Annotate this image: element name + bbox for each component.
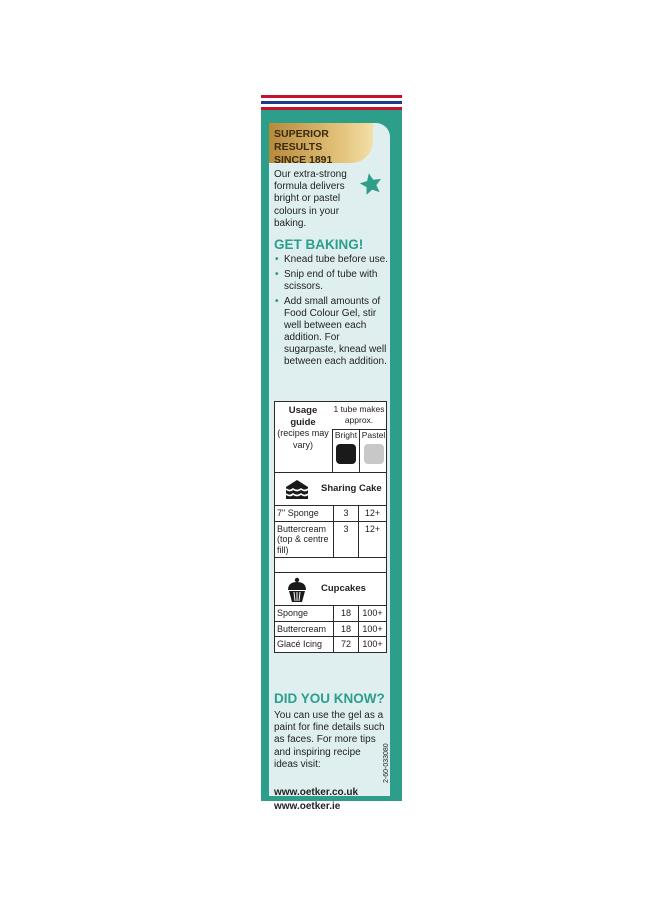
url-ie: www.oetker.ie bbox=[274, 801, 341, 812]
list-item: • Add small amounts of Food Colour Gel, stir well between each addition. For sugarpaste, knead well between each addition. bbox=[275, 296, 387, 367]
cupcake-icon bbox=[283, 577, 311, 603]
table-row: Buttercream 18 100+ bbox=[275, 622, 386, 638]
did-you-know-heading: DID YOU KNOW? bbox=[274, 691, 385, 706]
usage-guide-note: (recipes may vary) bbox=[277, 428, 329, 450]
sharing-cake-section bbox=[275, 473, 386, 506]
table-row: Glacé Icing 72 100+ bbox=[275, 637, 386, 652]
baking-steps bbox=[274, 254, 389, 371]
star-icon bbox=[358, 171, 384, 197]
table-row: 7" Sponge 3 12+ bbox=[275, 506, 386, 522]
list-item: • Snip end of tube with scissors. bbox=[275, 269, 378, 292]
cupcakes-label: Cupcakes bbox=[321, 583, 366, 594]
bright-swatch bbox=[336, 444, 356, 464]
col-bright: Bright bbox=[334, 430, 358, 440]
get-baking-heading: GET BAKING! bbox=[274, 237, 364, 252]
table-row: Buttercream (top & centre fill) 3 12+ bbox=[275, 522, 386, 559]
product-side-panel bbox=[261, 95, 402, 812]
list-item: • Knead tube before use. bbox=[275, 254, 388, 265]
sharing-cake-label: Sharing Cake bbox=[321, 483, 382, 494]
usage-guide-title: Usage guide bbox=[288, 405, 318, 428]
flag-stripes bbox=[261, 95, 402, 113]
intro-text: Our extra-strong formula delivers bright or pastel colours in your baking. bbox=[274, 169, 347, 229]
did-you-know-text: You can use the gel as a paint for fine details such as faces. For more tips and inspiring recipe ideas visit: bbox=[274, 710, 385, 770]
product-code: 2-60-033080 bbox=[383, 743, 390, 783]
info-panel bbox=[269, 123, 390, 812]
table-row: Sponge 18 100+ bbox=[275, 606, 386, 622]
makes-approx-label: 1 tube makes approx. bbox=[333, 404, 385, 425]
pastel-swatch bbox=[364, 444, 384, 464]
url-uk: www.oetker.co.uk bbox=[274, 787, 359, 798]
cupcakes-section bbox=[275, 573, 386, 606]
banner-line-2: SINCE 1891 bbox=[274, 154, 333, 166]
heritage-banner bbox=[269, 123, 373, 166]
layer-cake-icon bbox=[283, 477, 311, 501]
usage-guide-table bbox=[274, 401, 387, 653]
banner-line-1: SUPERIOR RESULTS bbox=[274, 128, 329, 153]
col-pastel: Pastel bbox=[361, 430, 386, 440]
